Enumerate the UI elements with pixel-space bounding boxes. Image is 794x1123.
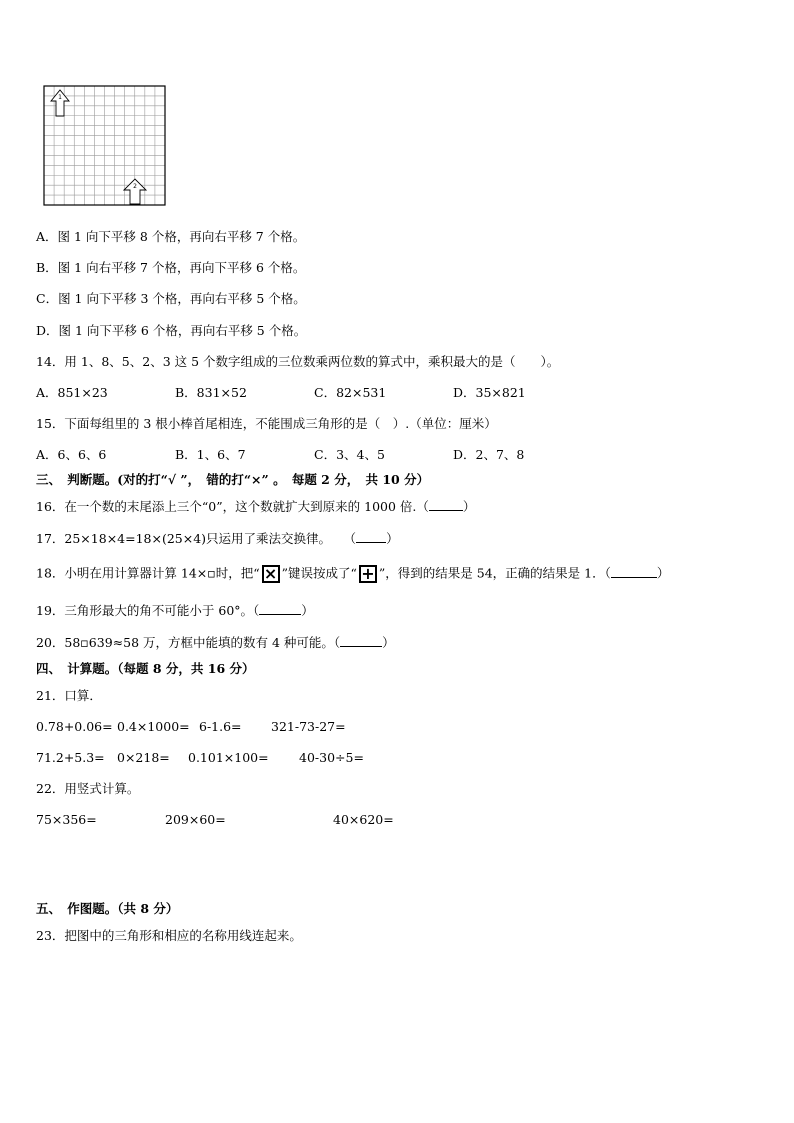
q19-question [36,603,314,619]
q18-text-c: ”，得到的结果是 54，正确的结果是 1．（ [378,565,611,581]
q18-text-b: ”键误按成了“ [281,565,357,581]
q23-question: 23．把图中的三角形和相应的名称用线连起来。 [36,928,302,943]
q22-item3: 40×620= [333,812,394,827]
plus-key-icon: + [359,565,377,583]
q14-question: 14．用 1、8、5、2、3 这 5 个数字组成的三位数乘两位数的算式中，乘积最大的是（ ）。 [36,354,560,369]
q13-option-b: B．图 1 向右平移 7 个格，再向下平移 6 个格。 [36,260,306,275]
q20-close: ） [382,635,395,650]
q13-option-d: D．图 1 向下平移 6 个格，再向右平移 5 个格。 [36,323,307,338]
q21-row2-item1: 71.2+5.3= [36,750,105,765]
q14-option-b: B．831×52 [175,385,247,400]
q18-answer-blank[interactable] [611,566,657,578]
q15-option-b: B．1、6、7 [175,447,246,462]
q19-text: 19．三角形最大的角不可能小于 60°。（ [36,603,260,618]
q21-title: 21．口算． [36,688,102,703]
section-3-title: 三、 判断题。(对的打“√ ”， 错的打“×” 。 每题 2 分， 共 10 分） [36,472,430,487]
q18-text-a: 18．小明在用计算器计算 14×▫时，把“ [36,565,260,581]
q16-text: 16．在一个数的末尾添上三个“0”，这个数就扩大到原来的 1000 倍.（ [36,499,429,514]
q18-question [36,565,669,583]
q13-option-a: A．图 1 向下平移 8 个格，再向右平移 7 个格。 [36,229,306,244]
multiply-key-icon: × [262,565,280,583]
q17-question [36,531,399,547]
q21-row2-item3: 0.101×100= [188,750,269,765]
q20-text: 20．58▫639≈58 万，方框中能填的数有 4 种可能。（ [36,635,341,650]
q15-option-a: A．6、6、6 [36,447,107,462]
q21-row1-item3: 6-1.6= [199,719,242,734]
q22-title: 22．用竖式计算。 [36,781,140,796]
q14-option-c: C．82×531 [314,385,387,400]
q21-row1-item1: 0.78+0.06= [36,719,113,734]
q20-question [36,635,395,651]
q13-option-c: C．图 1 向下平移 3 个格，再向右平移 5 个格。 [36,291,306,306]
q16-question [36,499,475,515]
q22-item1: 75×356= [36,812,97,827]
q19-answer-blank[interactable] [259,603,301,615]
q16-close: ） [462,499,476,514]
q21-row2-item2: 0×218= [117,750,170,765]
q14-option-d: D．35×821 [453,385,526,400]
q17-text: 17．25×18×4=18×(25×4)只运用了乘法交换律。 （ [36,531,357,546]
house-2-label: 2 [133,183,137,190]
q16-answer-blank[interactable] [429,499,463,511]
translation-grid-figure [43,85,167,207]
q15-question: 15．下面每组里的 3 根小棒首尾相连，不能围成三角形的是（ ）.（单位：厘米） [36,416,497,431]
section-4-title: 四、 计算题。（每题 8 分，共 16 分） [36,661,255,676]
section-5-title: 五、 作图题。（共 8 分） [36,901,179,916]
house-1-label: 1 [58,94,62,101]
q21-row1-item2: 0.4×1000= [117,719,190,734]
q18-close: ） [656,565,670,581]
house-figure-1 [51,90,69,116]
q15-option-c: C．3、4、5 [314,447,385,462]
q17-close: ） [386,531,399,546]
q20-answer-blank[interactable] [340,635,382,647]
house-figure-2 [124,179,146,204]
q21-row1-item4: 321-73-27= [271,719,346,734]
q14-option-a: A．851×23 [36,385,108,400]
q19-close: ） [301,603,314,618]
q15-option-d: D．2、7、8 [453,447,525,462]
q17-answer-blank[interactable] [356,531,386,543]
q22-item2: 209×60= [165,812,226,827]
q21-row2-item4: 40-30÷5= [299,750,364,765]
